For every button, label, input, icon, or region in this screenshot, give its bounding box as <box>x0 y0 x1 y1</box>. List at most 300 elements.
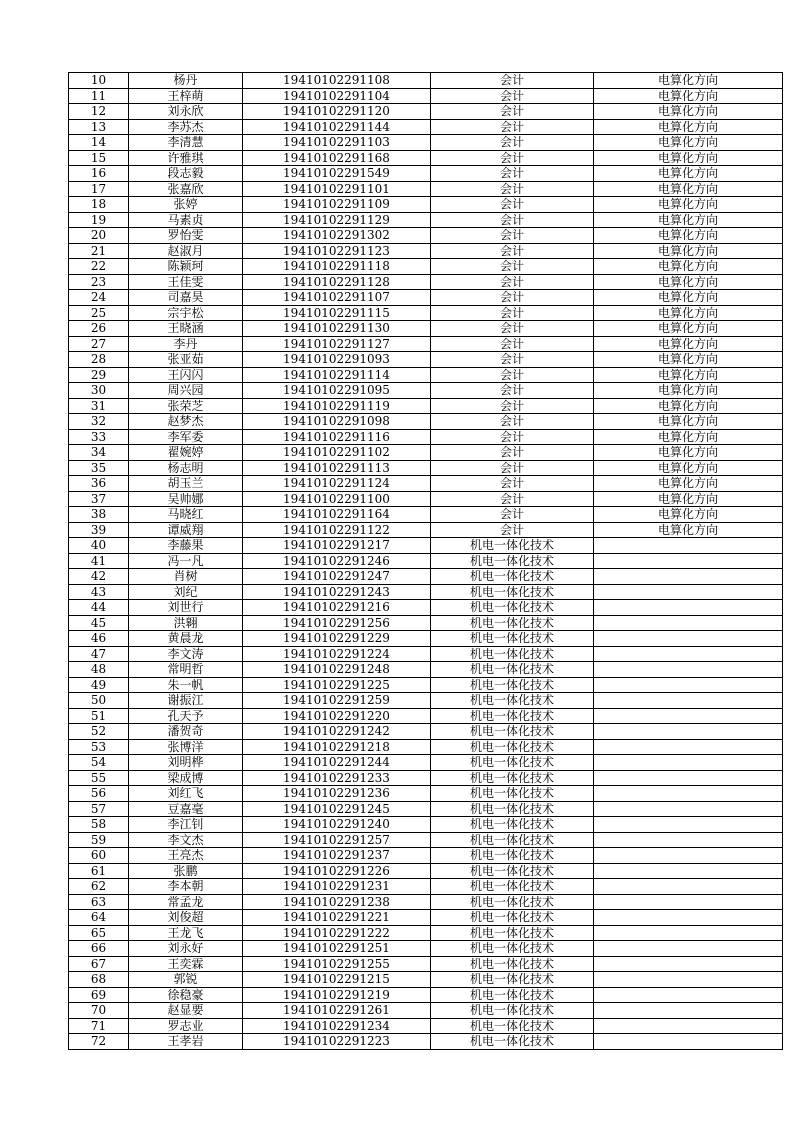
direction-cell: 电算化方向 <box>594 119 783 135</box>
major-cell: 会计 <box>431 352 594 368</box>
direction-cell <box>594 739 783 755</box>
row-number-cell: 51 <box>69 708 129 724</box>
name-cell: 王奕霖 <box>129 956 243 972</box>
name-cell: 梁成博 <box>129 770 243 786</box>
row-number-cell: 67 <box>69 956 129 972</box>
table-row <box>69 1034 783 1050</box>
student-id-cell: 19410102291222 <box>243 925 431 941</box>
row-number-cell: 68 <box>69 972 129 988</box>
row-number-cell: 64 <box>69 910 129 926</box>
student-id-cell: 19410102291114 <box>243 367 431 383</box>
major-cell: 会计 <box>431 73 594 89</box>
student-id-cell: 19410102291216 <box>243 600 431 616</box>
name-cell: 李军委 <box>129 429 243 445</box>
table-row <box>69 398 783 414</box>
table-row <box>69 352 783 368</box>
student-id-cell: 19410102291220 <box>243 708 431 724</box>
row-number-cell: 12 <box>69 104 129 120</box>
table-row <box>69 770 783 786</box>
row-number-cell: 72 <box>69 1034 129 1050</box>
student-id-cell: 19410102291215 <box>243 972 431 988</box>
major-cell: 会计 <box>431 228 594 244</box>
row-number-cell: 15 <box>69 150 129 166</box>
student-id-cell: 19410102291102 <box>243 445 431 461</box>
major-cell: 机电一体化技术 <box>431 662 594 678</box>
major-cell: 机电一体化技术 <box>431 910 594 926</box>
direction-cell: 电算化方向 <box>594 336 783 352</box>
table-row <box>69 569 783 585</box>
student-id-cell: 19410102291109 <box>243 197 431 213</box>
table-row <box>69 910 783 926</box>
student-id-cell: 19410102291261 <box>243 1003 431 1019</box>
direction-cell: 电算化方向 <box>594 429 783 445</box>
student-id-cell: 19410102291101 <box>243 181 431 197</box>
name-cell: 常孟龙 <box>129 894 243 910</box>
major-cell: 机电一体化技术 <box>431 894 594 910</box>
table-row <box>69 941 783 957</box>
name-cell: 王佳雯 <box>129 274 243 290</box>
direction-cell <box>594 801 783 817</box>
table-row <box>69 708 783 724</box>
direction-cell: 电算化方向 <box>594 414 783 430</box>
direction-cell <box>594 987 783 1003</box>
name-cell: 李藤果 <box>129 538 243 554</box>
table-row <box>69 321 783 337</box>
direction-cell <box>594 972 783 988</box>
table-row <box>69 925 783 941</box>
direction-cell: 电算化方向 <box>594 398 783 414</box>
direction-cell: 电算化方向 <box>594 445 783 461</box>
direction-cell: 电算化方向 <box>594 228 783 244</box>
table-row <box>69 801 783 817</box>
table-row <box>69 584 783 600</box>
table-row <box>69 367 783 383</box>
row-number-cell: 44 <box>69 600 129 616</box>
name-cell: 常明哲 <box>129 662 243 678</box>
row-number-cell: 31 <box>69 398 129 414</box>
major-cell: 机电一体化技术 <box>431 925 594 941</box>
direction-cell <box>594 848 783 864</box>
name-cell: 李文涛 <box>129 646 243 662</box>
name-cell: 王亮杰 <box>129 848 243 864</box>
student-id-cell: 19410102291128 <box>243 274 431 290</box>
direction-cell <box>594 662 783 678</box>
direction-cell <box>594 956 783 972</box>
table-row <box>69 88 783 104</box>
direction-cell <box>594 941 783 957</box>
row-number-cell: 57 <box>69 801 129 817</box>
direction-cell: 电算化方向 <box>594 259 783 275</box>
major-cell: 会计 <box>431 522 594 538</box>
student-id-cell: 19410102291144 <box>243 119 431 135</box>
table-row <box>69 243 783 259</box>
name-cell: 赵淑月 <box>129 243 243 259</box>
name-cell: 王龙飞 <box>129 925 243 941</box>
name-cell: 王梓萌 <box>129 88 243 104</box>
row-number-cell: 58 <box>69 817 129 833</box>
direction-cell <box>594 615 783 631</box>
major-cell: 会计 <box>431 383 594 399</box>
table-row <box>69 879 783 895</box>
major-cell: 会计 <box>431 491 594 507</box>
name-cell: 司嘉昊 <box>129 290 243 306</box>
direction-cell <box>594 584 783 600</box>
direction-cell: 电算化方向 <box>594 507 783 523</box>
direction-cell: 电算化方向 <box>594 383 783 399</box>
direction-cell: 电算化方向 <box>594 321 783 337</box>
row-number-cell: 10 <box>69 73 129 89</box>
name-cell: 刘俊超 <box>129 910 243 926</box>
row-number-cell: 48 <box>69 662 129 678</box>
direction-cell <box>594 770 783 786</box>
student-id-cell: 19410102291244 <box>243 755 431 771</box>
major-cell: 机电一体化技术 <box>431 863 594 879</box>
student-id-cell: 19410102291107 <box>243 290 431 306</box>
table-row <box>69 755 783 771</box>
major-cell: 会计 <box>431 290 594 306</box>
major-cell: 会计 <box>431 135 594 151</box>
row-number-cell: 21 <box>69 243 129 259</box>
table-row <box>69 553 783 569</box>
major-cell: 机电一体化技术 <box>431 739 594 755</box>
student-id-cell: 19410102291245 <box>243 801 431 817</box>
name-cell: 吴帅娜 <box>129 491 243 507</box>
direction-cell: 电算化方向 <box>594 135 783 151</box>
student-id-cell: 19410102291100 <box>243 491 431 507</box>
name-cell: 李本朝 <box>129 879 243 895</box>
student-id-cell: 19410102291255 <box>243 956 431 972</box>
table-row <box>69 972 783 988</box>
name-cell: 李丹 <box>129 336 243 352</box>
table-row <box>69 522 783 538</box>
direction-cell: 电算化方向 <box>594 243 783 259</box>
name-cell: 刘纪 <box>129 584 243 600</box>
direction-cell: 电算化方向 <box>594 476 783 492</box>
row-number-cell: 63 <box>69 894 129 910</box>
direction-cell <box>594 646 783 662</box>
student-id-cell: 19410102291130 <box>243 321 431 337</box>
row-number-cell: 45 <box>69 615 129 631</box>
row-number-cell: 18 <box>69 197 129 213</box>
direction-cell: 电算化方向 <box>594 290 783 306</box>
major-cell: 会计 <box>431 274 594 290</box>
student-id-cell: 19410102291229 <box>243 631 431 647</box>
table-row <box>69 507 783 523</box>
name-cell: 陈颖珂 <box>129 259 243 275</box>
row-number-cell: 69 <box>69 987 129 1003</box>
name-cell: 翟婉婷 <box>129 445 243 461</box>
table-row <box>69 212 783 228</box>
table-row <box>69 259 783 275</box>
name-cell: 周兴园 <box>129 383 243 399</box>
major-cell: 会计 <box>431 321 594 337</box>
student-id-cell: 19410102291098 <box>243 414 431 430</box>
table-row <box>69 305 783 321</box>
table-row <box>69 414 783 430</box>
row-number-cell: 16 <box>69 166 129 182</box>
row-number-cell: 23 <box>69 274 129 290</box>
table-row <box>69 104 783 120</box>
row-number-cell: 71 <box>69 1018 129 1034</box>
direction-cell <box>594 600 783 616</box>
major-cell: 机电一体化技术 <box>431 708 594 724</box>
student-id-cell: 19410102291243 <box>243 584 431 600</box>
table-row <box>69 832 783 848</box>
name-cell: 豆嘉毫 <box>129 801 243 817</box>
student-id-cell: 19410102291164 <box>243 507 431 523</box>
direction-cell <box>594 832 783 848</box>
direction-cell: 电算化方向 <box>594 367 783 383</box>
name-cell: 罗志业 <box>129 1018 243 1034</box>
name-cell: 刘永好 <box>129 941 243 957</box>
major-cell: 机电一体化技术 <box>431 786 594 802</box>
name-cell: 冯一凡 <box>129 553 243 569</box>
name-cell: 郭锐 <box>129 972 243 988</box>
student-id-cell: 19410102291234 <box>243 1018 431 1034</box>
name-cell: 李江钊 <box>129 817 243 833</box>
name-cell: 张荣芝 <box>129 398 243 414</box>
student-id-cell: 19410102291218 <box>243 739 431 755</box>
table-row <box>69 290 783 306</box>
direction-cell <box>594 693 783 709</box>
student-id-cell: 19410102291224 <box>243 646 431 662</box>
major-cell: 机电一体化技术 <box>431 553 594 569</box>
name-cell: 马素贞 <box>129 212 243 228</box>
name-cell: 王孝岩 <box>129 1034 243 1050</box>
name-cell: 许雅琪 <box>129 150 243 166</box>
row-number-cell: 50 <box>69 693 129 709</box>
major-cell: 机电一体化技术 <box>431 848 594 864</box>
direction-cell <box>594 677 783 693</box>
major-cell: 机电一体化技术 <box>431 569 594 585</box>
name-cell: 王闪闪 <box>129 367 243 383</box>
name-cell: 王晓涵 <box>129 321 243 337</box>
student-id-cell: 19410102291237 <box>243 848 431 864</box>
student-id-cell: 19410102291115 <box>243 305 431 321</box>
major-cell: 会计 <box>431 243 594 259</box>
name-cell: 张亚茹 <box>129 352 243 368</box>
table-row <box>69 135 783 151</box>
table-row <box>69 150 783 166</box>
table-row <box>69 600 783 616</box>
table-row <box>69 662 783 678</box>
direction-cell <box>594 569 783 585</box>
major-cell: 机电一体化技术 <box>431 631 594 647</box>
student-id-cell: 19410102291223 <box>243 1034 431 1050</box>
table-row <box>69 956 783 972</box>
student-id-cell: 19410102291248 <box>243 662 431 678</box>
table-row <box>69 1018 783 1034</box>
row-number-cell: 59 <box>69 832 129 848</box>
row-number-cell: 27 <box>69 336 129 352</box>
row-number-cell: 17 <box>69 181 129 197</box>
name-cell: 罗怡雯 <box>129 228 243 244</box>
name-cell: 杨丹 <box>129 73 243 89</box>
table-row <box>69 817 783 833</box>
name-cell: 马晓红 <box>129 507 243 523</box>
name-cell: 赵梦杰 <box>129 414 243 430</box>
major-cell: 机电一体化技术 <box>431 584 594 600</box>
table-row <box>69 383 783 399</box>
name-cell: 张婷 <box>129 197 243 213</box>
major-cell: 机电一体化技术 <box>431 755 594 771</box>
row-number-cell: 26 <box>69 321 129 337</box>
table-row <box>69 119 783 135</box>
table-row <box>69 73 783 89</box>
major-cell: 机电一体化技术 <box>431 1034 594 1050</box>
major-cell: 会计 <box>431 476 594 492</box>
direction-cell: 电算化方向 <box>594 166 783 182</box>
direction-cell <box>594 925 783 941</box>
name-cell: 刘永欣 <box>129 104 243 120</box>
table-row <box>69 429 783 445</box>
row-number-cell: 34 <box>69 445 129 461</box>
direction-cell <box>594 910 783 926</box>
major-cell: 会计 <box>431 367 594 383</box>
row-number-cell: 20 <box>69 228 129 244</box>
student-id-cell: 19410102291127 <box>243 336 431 352</box>
major-cell: 会计 <box>431 414 594 430</box>
row-number-cell: 32 <box>69 414 129 430</box>
name-cell: 李清慧 <box>129 135 243 151</box>
student-id-cell: 19410102291251 <box>243 941 431 957</box>
student-id-cell: 19410102291120 <box>243 104 431 120</box>
student-id-cell: 19410102291104 <box>243 88 431 104</box>
major-cell: 会计 <box>431 104 594 120</box>
row-number-cell: 19 <box>69 212 129 228</box>
direction-cell <box>594 708 783 724</box>
row-number-cell: 28 <box>69 352 129 368</box>
table-row <box>69 615 783 631</box>
table-row <box>69 848 783 864</box>
major-cell: 机电一体化技术 <box>431 770 594 786</box>
table-row <box>69 786 783 802</box>
row-number-cell: 66 <box>69 941 129 957</box>
student-id-cell: 19410102291119 <box>243 398 431 414</box>
student-id-cell: 19410102291219 <box>243 987 431 1003</box>
name-cell: 黄晨龙 <box>129 631 243 647</box>
major-cell: 会计 <box>431 259 594 275</box>
direction-cell: 电算化方向 <box>594 212 783 228</box>
major-cell: 机电一体化技术 <box>431 538 594 554</box>
student-id-cell: 19410102291257 <box>243 832 431 848</box>
direction-cell <box>594 1018 783 1034</box>
direction-cell <box>594 724 783 740</box>
major-cell: 会计 <box>431 507 594 523</box>
name-cell: 杨志明 <box>129 460 243 476</box>
student-id-cell: 19410102291238 <box>243 894 431 910</box>
direction-cell: 电算化方向 <box>594 150 783 166</box>
major-cell: 机电一体化技术 <box>431 693 594 709</box>
row-number-cell: 22 <box>69 259 129 275</box>
student-id-cell: 19410102291168 <box>243 150 431 166</box>
major-cell: 机电一体化技术 <box>431 879 594 895</box>
table-row <box>69 336 783 352</box>
table-row <box>69 228 783 244</box>
row-number-cell: 25 <box>69 305 129 321</box>
table-row <box>69 491 783 507</box>
major-cell: 会计 <box>431 197 594 213</box>
major-cell: 机电一体化技术 <box>431 646 594 662</box>
student-id-cell: 19410102291124 <box>243 476 431 492</box>
direction-cell <box>594 1034 783 1050</box>
name-cell: 李文杰 <box>129 832 243 848</box>
row-number-cell: 14 <box>69 135 129 151</box>
row-number-cell: 70 <box>69 1003 129 1019</box>
student-id-cell: 19410102291108 <box>243 73 431 89</box>
name-cell: 肖树 <box>129 569 243 585</box>
student-id-cell: 19410102291242 <box>243 724 431 740</box>
name-cell: 刘世行 <box>129 600 243 616</box>
direction-cell <box>594 1003 783 1019</box>
table-body <box>69 73 783 1050</box>
student-id-cell: 19410102291221 <box>243 910 431 926</box>
name-cell: 徐稳豪 <box>129 987 243 1003</box>
student-id-cell: 19410102291093 <box>243 352 431 368</box>
direction-cell: 电算化方向 <box>594 352 783 368</box>
row-number-cell: 13 <box>69 119 129 135</box>
row-number-cell: 36 <box>69 476 129 492</box>
direction-cell <box>594 817 783 833</box>
major-cell: 机电一体化技术 <box>431 724 594 740</box>
direction-cell: 电算化方向 <box>594 274 783 290</box>
name-cell: 张嘉欣 <box>129 181 243 197</box>
name-cell: 谢振江 <box>129 693 243 709</box>
student-id-cell: 19410102291233 <box>243 770 431 786</box>
direction-cell <box>594 894 783 910</box>
major-cell: 机电一体化技术 <box>431 600 594 616</box>
major-cell: 机电一体化技术 <box>431 817 594 833</box>
direction-cell <box>594 553 783 569</box>
row-number-cell: 52 <box>69 724 129 740</box>
student-id-cell: 19410102291225 <box>243 677 431 693</box>
table-row <box>69 646 783 662</box>
row-number-cell: 38 <box>69 507 129 523</box>
student-id-cell: 19410102291113 <box>243 460 431 476</box>
student-id-cell: 19410102291122 <box>243 522 431 538</box>
major-cell: 机电一体化技术 <box>431 677 594 693</box>
table-row <box>69 677 783 693</box>
row-number-cell: 49 <box>69 677 129 693</box>
student-id-cell: 19410102291256 <box>243 615 431 631</box>
student-id-cell: 19410102291116 <box>243 429 431 445</box>
name-cell: 洪翱 <box>129 615 243 631</box>
table-row <box>69 181 783 197</box>
major-cell: 会计 <box>431 398 594 414</box>
major-cell: 机电一体化技术 <box>431 1003 594 1019</box>
name-cell: 朱一帆 <box>129 677 243 693</box>
row-number-cell: 30 <box>69 383 129 399</box>
major-cell: 会计 <box>431 150 594 166</box>
direction-cell <box>594 786 783 802</box>
name-cell: 刘明桦 <box>129 755 243 771</box>
major-cell: 机电一体化技术 <box>431 972 594 988</box>
table-row <box>69 1003 783 1019</box>
table-row <box>69 166 783 182</box>
major-cell: 机电一体化技术 <box>431 615 594 631</box>
direction-cell <box>594 755 783 771</box>
table-row <box>69 197 783 213</box>
table-row <box>69 693 783 709</box>
direction-cell: 电算化方向 <box>594 460 783 476</box>
student-table <box>68 72 783 1050</box>
row-number-cell: 65 <box>69 925 129 941</box>
student-id-cell: 19410102291259 <box>243 693 431 709</box>
major-cell: 会计 <box>431 166 594 182</box>
row-number-cell: 61 <box>69 863 129 879</box>
major-cell: 会计 <box>431 460 594 476</box>
name-cell: 段志毅 <box>129 166 243 182</box>
